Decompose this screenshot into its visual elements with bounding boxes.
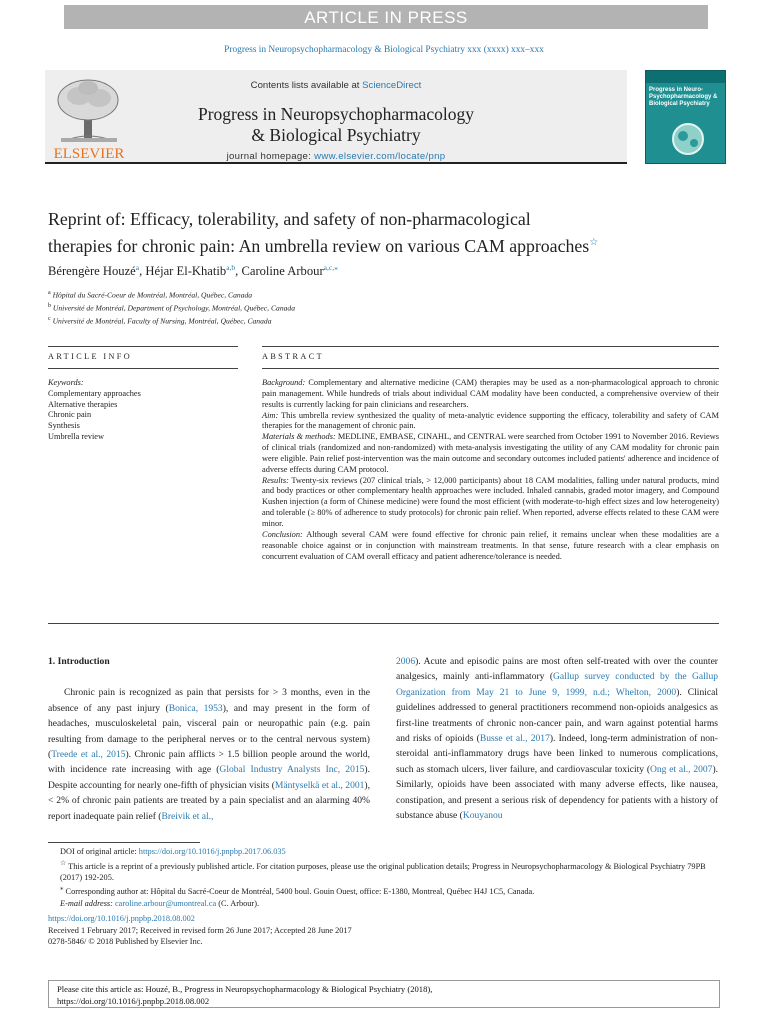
citation-link[interactable]: Global Industry Analysts Inc, 2015 <box>219 764 365 776</box>
journal-cover-thumbnail: Progress in Neuro-Psychopharmacology & Biological Psychiatry <box>645 70 726 164</box>
citation-box: Please cite this article as: Houzé, B., Progress in Neuropsychopharmacology & Biological Psychiatry (2018), https://doi.org/10.1016/j.pnpbp.2018.08.002 <box>48 980 720 1008</box>
citation-link[interactable]: Breivik et al., <box>161 810 214 822</box>
affiliations <box>48 288 295 327</box>
author-name[interactable]: Bérengère Houzé <box>48 264 136 279</box>
keyword-item: Umbrella review <box>48 431 104 441</box>
keyword-item: Alternative therapies <box>48 399 118 409</box>
intro-right-column <box>396 654 718 823</box>
citation-link[interactable]: Bonica, 1953 <box>168 702 223 714</box>
reprint-note: ☆ This article is a reprint of a previously published article. For citation purposes, please use the original publication details; Progress in Neuropsychopharmacology & Biological Psychiatry 79PB (2017) 192-205. <box>60 859 706 882</box>
journal-title: Progress in Neuropsychopharmacology & Biological Psychiatry <box>197 104 475 145</box>
article-doi-link[interactable]: https://doi.org/10.1016/j.pnpbp.2018.08.002 <box>48 914 195 924</box>
original-doi-link[interactable]: https://doi.org/10.1016/j.pnpbp.2017.06.035 <box>138 847 286 856</box>
citation-link[interactable]: 2006 <box>396 656 416 667</box>
abstract-results: Results: Twenty-six reviews (207 clinical trials, > 12,000 participants) about 18 CAM modalities, falling under natural products, mind and body practices or other complementary health approaches were included. Inhaled cannabis, graded motor imagery, and Compound Kushen injection (a form of Chinese medicine) were found the most efficient (with moderate-to-high effect sizes and low heterogeneity) and tolerable (≥ 80% of adherence to study protocols) for chronic pain relief. When reported, adverse effects related to these CAM were minor. <box>262 475 719 528</box>
abstract-methods: Materials & methods: MEDLINE, EMBASE, CINAHL, and CENTRAL were searched from October 1991 to November 2016. Reviews of clinical trials (randomized and non-randomized) with meta-analysis investigating the utility of any CAM modality for chronic pain were eligible. Pain relief post-intervention was the main outcome and secondary outcomes included patients' adherence and incidence of adverse effects during CAM protocol. <box>262 432 719 474</box>
title-footnote-mark[interactable]: ☆ <box>589 237 599 248</box>
journal-masthead <box>45 70 725 165</box>
author-name[interactable]: Caroline Arbour <box>241 264 324 279</box>
divider <box>48 346 238 347</box>
article-in-press-banner: ARTICLE IN PRESS <box>64 5 708 29</box>
affiliation-item: $^b$ Université de Montréal, Department of Psychology, Montréal, Québec, Canada <box>48 303 296 313</box>
intro-left-column <box>48 654 370 824</box>
journal-reference-link[interactable]: Progress in Neuropsychopharmacology & Biological Psychiatry xxx (xxxx) xxx–xxx <box>224 45 544 55</box>
abstract-body <box>262 378 719 562</box>
paragraph-text: ). Indeed, long-term administration of non-steroidal anti-inflammatory drugs have been linked to numerous complications, such as stomach ulcers, liver failure, and cardiovascular toxicity ( <box>396 733 718 775</box>
journal-homepage-link[interactable]: www.elsevier.com/locate/pnp <box>314 151 446 162</box>
citation-link[interactable]: Mäntyselkä et al., 2001 <box>274 779 365 791</box>
sciencedirect-link[interactable]: ScienceDirect <box>362 80 422 91</box>
affiliation-item: $^a$ Hôpital du Sacré-Coeur de Montréal, Montréal, Québec, Canada <box>48 290 253 300</box>
email-link[interactable]: caroline.arbour@umontreal.ca <box>115 898 217 908</box>
divider <box>262 368 719 369</box>
abstract-aim: Aim: This umbrella review synthesized the quality of meta-analytic evidence supporting the efficacy, tolerability and safety of CAM therapies for the management of chronic pain. <box>262 410 719 431</box>
journal-homepage-line: journal homepage: www.elsevier.com/locate/pnp <box>226 151 446 162</box>
footnotes <box>48 846 720 948</box>
citation-link[interactable]: Kouyanou <box>462 810 503 822</box>
keyword-item: Chronic pain <box>48 410 92 420</box>
divider <box>48 623 719 624</box>
copyright-line: 0278-5846/ © 2018 Published by Elsevier Inc. <box>48 937 203 947</box>
author-list: Bérengère Houzé$^a$, Héjar El-Khatib$^{a,b}$, Caroline Arbour$^{a,c,⁎}$ <box>48 263 338 279</box>
citation-link[interactable]: Ong et al., 2007 <box>650 763 713 775</box>
keyword-item: Complementary approaches <box>48 388 141 398</box>
article-title: Reprint of: Efficacy, tolerability, and safety of non-pharmacological therapies for chronic pain: An umbrella review on various CAM approaches☆ <box>48 209 599 256</box>
author-name[interactable]: Héjar El-Khatib <box>145 264 227 279</box>
paragraph-text: ). Chronic pain afflicts > 1.5 billion people around the world, with incidence rate increasing with age ( <box>48 749 370 776</box>
keywords-label: Keywords: <box>48 378 84 387</box>
paragraph-text: ). Clinical guidelines addressed to general practitioners recommend non-opioids analgesics as first-line treatments of chronic non-cancer pain, and warn against potential harms and risks of opioids ( <box>396 686 718 745</box>
divider <box>262 346 719 347</box>
intro-paragraph <box>396 654 718 823</box>
intro-paragraph <box>48 685 370 824</box>
affiliation-item: $^c$ Université de Montréal, Faculty of Nursing, Montréal, Québec, Canada <box>48 316 272 326</box>
svg-text:ELSEVIER: ELSEVIER <box>53 146 125 162</box>
keywords-block <box>48 378 238 443</box>
citation-link[interactable]: Treede et al., 2015 <box>51 749 126 761</box>
paragraph-text: Chronic pain is recognized as pain that persists for > 3 months, even in the absence of any past injury ( <box>48 687 370 714</box>
citation-link[interactable]: Busse et al., 2017 <box>479 733 550 745</box>
abstract-conclusion: Conclusion: Although several CAM were found effective for chronic pain relief, it remains unclear when these modalities are a reasonable choice against or in conjunction with mainstream treatments. In that sense, future research with a clear emphasis on concurrent evaluation of CAM overall efficacy and patient adherence/tolerance is needed. <box>262 529 719 561</box>
corresponding-author-note: ⁎ Corresponding author at: Hôpital du Sacré-Coeur de Montréal, 5400 boul. Gouin Ouest, office: E-1380, Montreal, Québec H4J 1C5, Canada. <box>60 885 535 897</box>
keyword-item: Synthesis <box>48 421 80 431</box>
citation-link[interactable]: Gallup survey conducted by the Gallup Organization from May 21 to June 9, 1999, n.d.; Whelton, 2000 <box>396 671 718 698</box>
masthead-panel <box>45 70 627 164</box>
paragraph-text: ), < 2% of chronic pain patients are treated by a pain specialist and an alarming 40% report inadequate pain relief ( <box>48 779 370 822</box>
paragraph-text: ), and may present in the form of headaches, musculoskeletal pain, visceral pain or neuropathic pain (e.g. pain resulting from damage to the peripheral nerves or to the central nervous system) ( <box>48 702 370 761</box>
original-doi-note: DOI of original article: https://doi.org/10.1016/j.pnpbp.2017.06.035 <box>60 847 286 856</box>
received-dates: Received 1 February 2017; Received in revised form 26 June 2017; Accepted 28 June 2017 <box>48 925 352 935</box>
paragraph-text: ). Similarly, opioids have been associated with many adverse effects, like nausea, constipation, and present a serious risk of dependency for patients with a history of substance abuse ( <box>396 763 719 822</box>
paragraph-text: ). Acute and episodic pains are most often self-treated with over the counter analgesics, mainly anti-inflammatory ( <box>396 656 718 683</box>
abstract-heading: ABSTRACT <box>262 352 324 361</box>
email-note: E-mail address: caroline.arbour@umontreal.ca (C. Arbour). <box>60 898 260 908</box>
section-heading: 1. Introduction <box>48 656 110 667</box>
article-info-heading: ARTICLE INFO <box>48 352 133 361</box>
abstract-background: Background: Complementary and alternative medicine (CAM) therapies may be used as a non-pharmacological approach to chronic pain management. While hundreds of trials about individual CAM modality have been conducted, a comprehensive overview of their results is currently lacking for pain clinicians and researchers. <box>262 378 719 409</box>
contents-available-line: Contents lists available at ScienceDirect <box>250 80 422 91</box>
paragraph-text: ). Despite accounting for nearly one-fifth of physician visits ( <box>48 764 370 791</box>
footnote-rule <box>48 842 200 843</box>
divider <box>48 368 238 369</box>
